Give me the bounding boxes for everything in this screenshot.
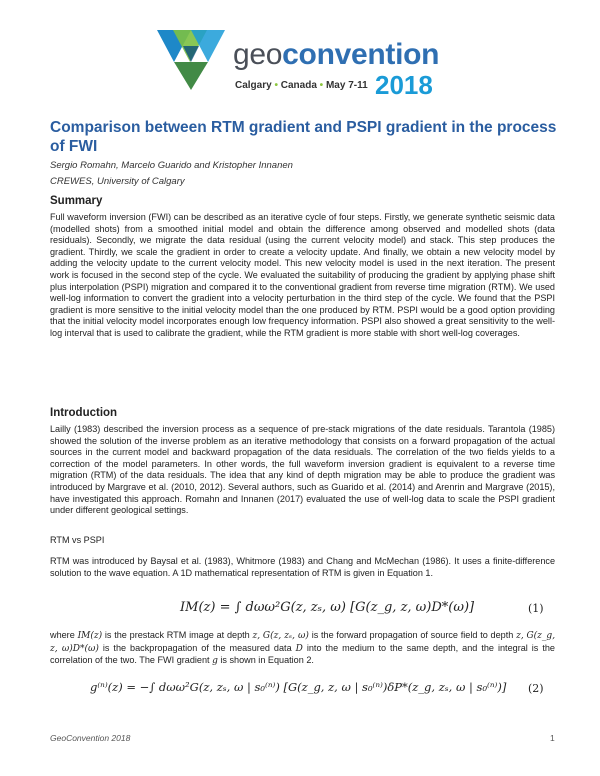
summary-paragraph: Full waveform inversion (FWI) can be described as an iterative cycle of four steps. Firstly, we generate synthetic seismic data (modelled shots) from a smoothed initial model and obtain the difference among observed and modelled shots (data residuals). Secondly, we migrate the data residual (using the current velocity model) and stack. This step produces the gradient. Thirdly, we scale the gradient in order to create a velocity update. And finally, we obtain a new velocity model by adding the velocity update to the current velocity model. This new velocity model is used in the next iteration. The present work is focused in the second step of the cycle. We evaluated the suitability of producing the gradient by applying phase shift plus interpolation (PSPI) migration and compared it to the conventional gradient from reverse time migration (RTM). We used well-log information to convert the gradient into a velocity perturbation in the third step of the cycle. We found that the PSPI gradient is more sensitive to the initial velocity model than the one produced by RTM. PSPI would be a good option providing that the initial velocity model incorporates enough low frequency information. PSPI also showed a great sensitivity to the well-log interval that is used to calibrate the gradient, while the RTM gradient is more stable with short well-log coverages. [50, 212, 555, 338]
summary-heading: Summary [50, 195, 103, 207]
rtm-paragraph: RTM was introduced by Baysal et al. (1983), Whitmore (1983) and Chang and McMechan (1986). It uses a finite-difference solution to the wave equation. A 1D mathematical representation of RTM is given in Equation 1. [50, 556, 555, 578]
introduction-heading: Introduction [50, 407, 118, 419]
logo-wordmark: geoconvention [233, 38, 440, 71]
footer-conference: GeoConvention 2018 [50, 733, 131, 743]
paper-title: Comparison between RTM gradient and PSPI gradient in the process of FWI [50, 119, 557, 155]
equation-1-number: (1) [528, 602, 544, 615]
equation-1 [0, 596, 600, 624]
logo-location-dates: Calgary • Canada • May 7-11 [235, 80, 368, 91]
subsection-heading: RTM vs PSPI [50, 535, 105, 545]
equation-1-body: IM(z) = ∫ dωω²G(z, zₛ, ω) [G(z_g, z, ω)D*(ω)] [180, 600, 475, 615]
logo-year: 2018 [375, 70, 433, 100]
introduction-paragraph: Lailly (1983) described the inversion process as a sequence of pre-stack migrations of the date residuals. Tarantola (1985) showed the solution of the inverse problem as an iterative methodology that consists on a forward propagation of the actual sources in the current model and backward propagation of the data residuals. The correlation of the two fields yields to a correction of the model parameters. In other words, the full waveform inversion gradient is equivalent to a reverse time migration (RTM) of the data residuals. The idea that any kind of depth migration may be able to produce the gradient was introduced by Margrave et al. (2010, 2012). Several authors, such as Guarido et al. (2014) and Arenrin and Margrave (2015), have investigated this approach. Romahn and Innanen (2017) evaluated the use of well-log data to scale the PSPI gradient under different geological settings. [50, 424, 555, 516]
equation-2 [0, 676, 600, 704]
paper-authors: Sergio Romahn, Marcelo Guarido and Kristopher Innanen [50, 160, 293, 171]
paper-affiliation: CREWES, University of Calgary [50, 176, 185, 187]
footer-page-number: 1 [550, 733, 555, 743]
geoconvention-logo [155, 28, 455, 108]
equation-2-body: g⁽ⁿ⁾(z) = −∫ dωω²G(z, zₛ, ω | s₀⁽ⁿ⁾) [G(z_g, z, ω | s₀⁽ⁿ⁾)δP*(z_g, zₛ, ω | s₀⁽ⁿ⁾)] [90, 680, 507, 694]
equation-2-number: (2) [528, 682, 544, 695]
geoconvention-logo-icon [155, 28, 227, 92]
where-paragraph: where IM(z) is the prestack RTM image at depth z, G(z, zₛ, ω) is the forward propagation of source field to depth z, G(z_g, z, ω)D*(ω) is the backpropagation of the measured data D into the medium to the same depth, and the integral is the correlation of the two. The FWI gradient g is shown in Equation 2. [50, 630, 556, 667]
